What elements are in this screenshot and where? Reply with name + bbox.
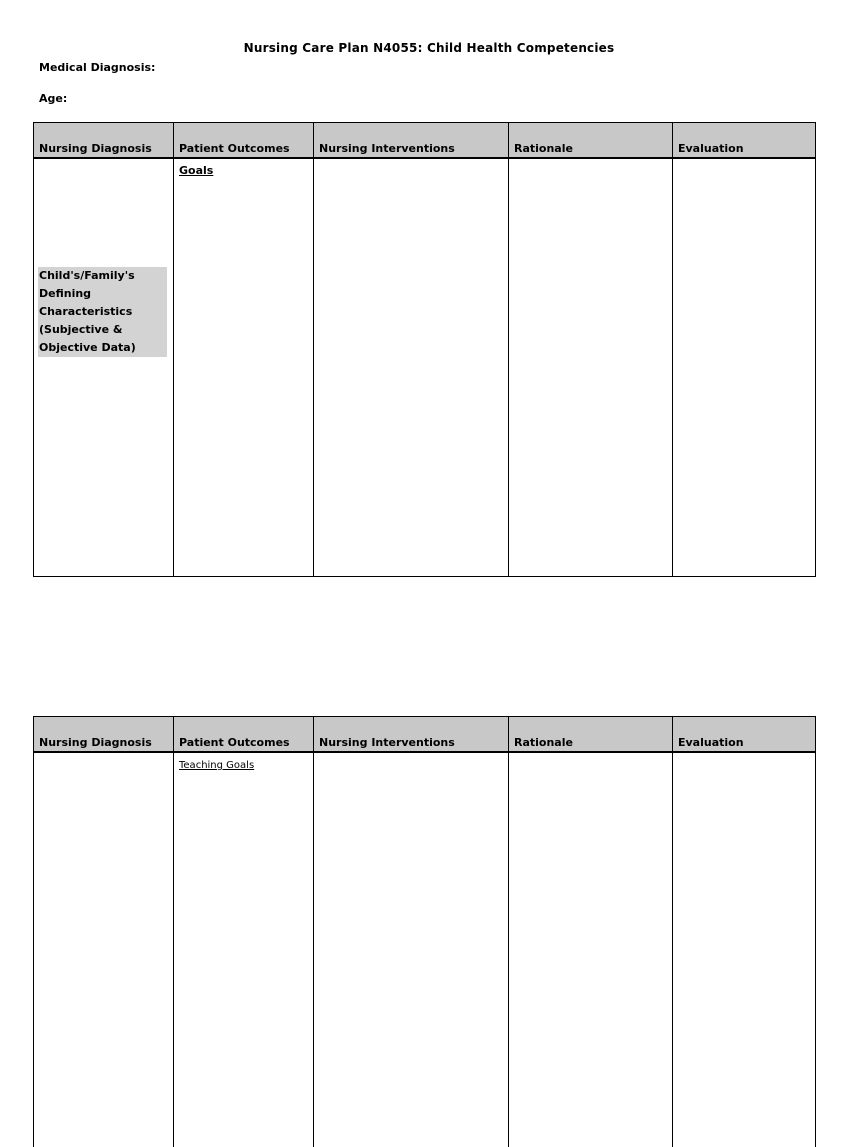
medical-diagnosis-label: Medical Diagnosis: xyxy=(39,61,156,74)
document-title: Nursing Care Plan N4055: Child Health Competencies xyxy=(243,41,615,55)
table-row xyxy=(34,752,816,1147)
header-nursing-interventions: Nursing Interventions xyxy=(314,123,509,159)
header-evaluation: Evaluation xyxy=(673,717,816,753)
header-rationale: Rationale xyxy=(509,717,673,753)
rationale-cell[interactable] xyxy=(509,752,673,1147)
nursing-interventions-cell[interactable] xyxy=(314,752,509,1147)
age-label: Age: xyxy=(39,92,68,105)
header-patient-outcomes: Patient Outcomes xyxy=(174,123,314,159)
defining-characteristics-label: Child's/Family's Defining Characteristics (Subjective & Objective Data) xyxy=(38,267,167,357)
table-header-row xyxy=(34,123,816,159)
care-plan-table-1 xyxy=(33,122,816,577)
evaluation-cell[interactable] xyxy=(673,158,816,577)
nursing-interventions-cell[interactable] xyxy=(314,158,509,577)
patient-outcomes-cell[interactable] xyxy=(174,752,314,1147)
table-header-row xyxy=(34,717,816,753)
rationale-cell[interactable] xyxy=(509,158,673,577)
header-nursing-diagnosis: Nursing Diagnosis xyxy=(34,123,174,159)
evaluation-cell[interactable] xyxy=(673,752,816,1147)
nursing-diagnosis-cell[interactable] xyxy=(34,158,174,577)
table-row xyxy=(34,158,816,577)
patient-outcomes-cell[interactable] xyxy=(174,158,314,577)
header-nursing-interventions: Nursing Interventions xyxy=(314,717,509,753)
header-rationale: Rationale xyxy=(509,123,673,159)
care-plan-table-2 xyxy=(33,716,816,1147)
goals-label: Goals xyxy=(179,164,214,177)
header-evaluation: Evaluation xyxy=(673,123,816,159)
nursing-diagnosis-cell[interactable] xyxy=(34,752,174,1147)
header-patient-outcomes: Patient Outcomes xyxy=(174,717,314,753)
teaching-goals-label: Teaching Goals xyxy=(179,760,255,771)
header-nursing-diagnosis: Nursing Diagnosis xyxy=(34,717,174,753)
